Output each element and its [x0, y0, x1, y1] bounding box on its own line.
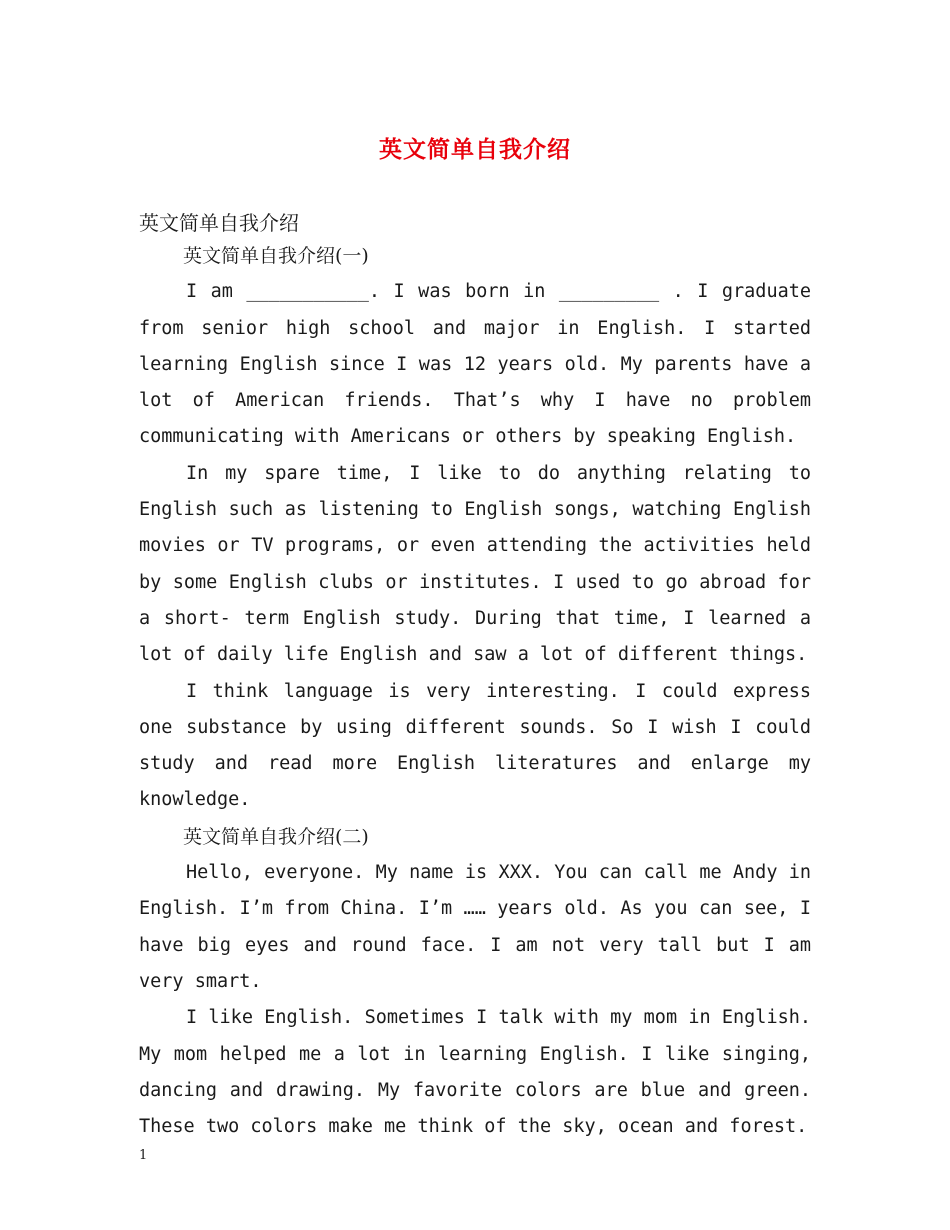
page-title: 英文简单自我介绍	[379, 136, 571, 163]
document-body	[139, 238, 811, 1145]
paragraph: I am ___________. I was born in _________ . I graduate from senior high school and major in English. I started learning English since I was 12 years old. My parents have a lot of American friends. That’s why I have no problem communicating with Americans or others by speaking English.	[139, 281, 811, 448]
subheading-one: 英文简单自我介绍(一)	[183, 245, 369, 267]
subheading-two: 英文简单自我介绍(二)	[183, 825, 369, 848]
paragraph: In my spare time, I like to do anything relating to English such as listening to English songs, watching English movies or TV programs, or even attending the activities held by some English clubs or institutes. I used to go abroad for a short- term English study. During that time, I learned a lot of daily life English and saw a lot of different things.	[139, 462, 811, 666]
section-heading: 英文简单自我介绍	[139, 211, 299, 235]
paragraph: I like English. Sometimes I talk with my mom in English. My mom helped me a lot in learning English. I like singing, dancing and drawing. My favorite colors are blue and green. These two colors make me think of the sky, ocean and forest.	[139, 1007, 811, 1138]
page-number: 1	[139, 1148, 148, 1163]
paragraph: Hello, everyone. My name is XXX. You can call me Andy in English. I’m from China. I’m …… years old. As you can see, I have big eyes and round face. I am not very tall but I am very smart.	[139, 862, 811, 992]
paragraph: I think language is very interesting. I could express one substance by using different sounds. So I wish I could study and read more English literatures and enlarge my knowledge.	[139, 680, 811, 811]
